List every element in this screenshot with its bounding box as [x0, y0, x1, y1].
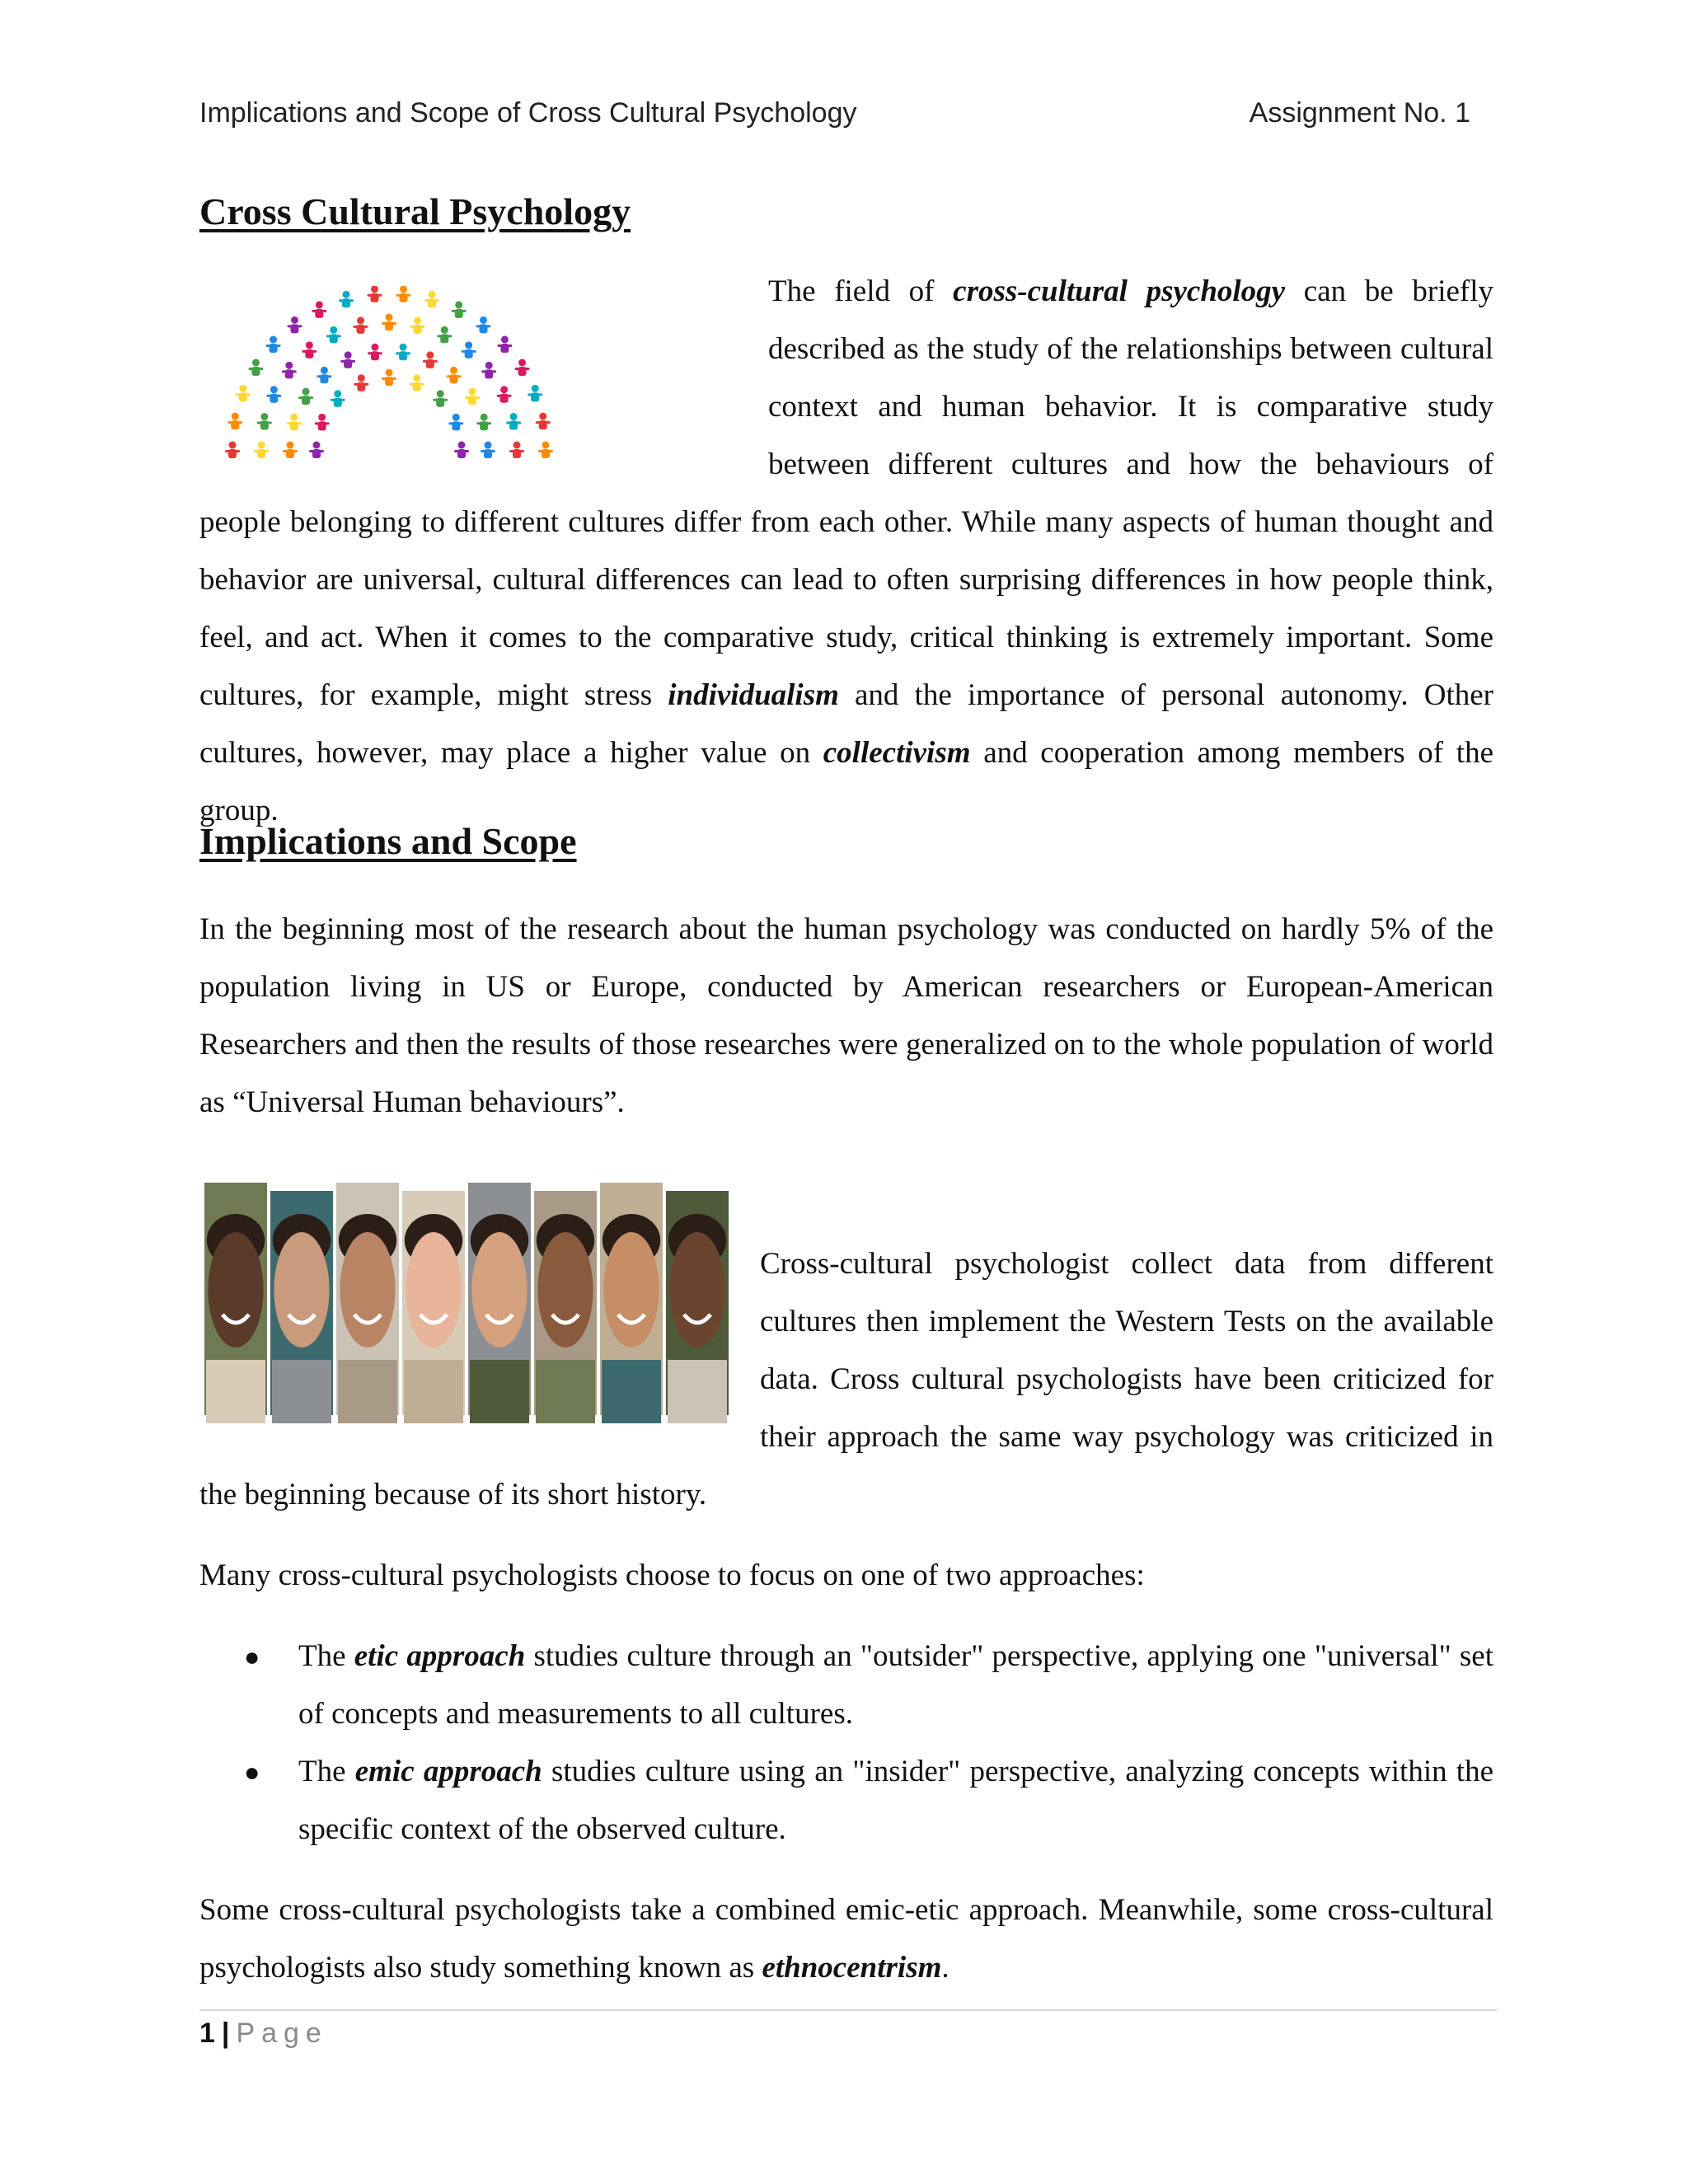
bullet-icon: ●: [244, 1642, 260, 1671]
person-figure-icon: [424, 291, 439, 308]
person-figure-icon: [309, 442, 324, 459]
person-figure-icon: [396, 344, 410, 361]
person-figure-icon: [340, 351, 355, 368]
page-label: Page: [236, 2018, 328, 2049]
person-figure-icon: [509, 442, 524, 459]
person-figure-icon: [227, 413, 242, 430]
face-portrait: [666, 1191, 729, 1423]
person-figure-icon: [476, 316, 491, 334]
person-figure-icon: [354, 316, 368, 334]
person-figure-icon: [410, 374, 424, 391]
person-figure-icon: [254, 442, 269, 459]
face-portrait: [204, 1183, 267, 1423]
section-cross-cultural: [199, 190, 1493, 840]
person-figure-icon: [382, 314, 396, 331]
person-figure-icon: [448, 414, 463, 431]
person-figure-icon: [437, 326, 452, 344]
people-rainbow-image: [216, 286, 562, 459]
person-figure-icon: [497, 386, 512, 403]
person-figure-icon: [528, 385, 542, 402]
person-figure-icon: [368, 344, 382, 361]
person-figure-icon: [452, 301, 467, 318]
term-emic-approach: emic approach: [354, 1755, 542, 1788]
person-figure-icon: [315, 414, 330, 431]
ethnocentrism-paragraph: Some cross-cultural psychologists take a combined emic-etic approach. Meanwhile, some cross-cultural psychologists also study something known as ethnocentrism.: [199, 1893, 1493, 1985]
person-figure-icon: [423, 351, 438, 368]
person-figure-icon: [515, 359, 530, 376]
term-individualism: individualism: [668, 678, 839, 712]
person-figure-icon: [382, 369, 396, 387]
person-figure-icon: [331, 390, 345, 407]
person-figure-icon: [266, 335, 281, 353]
face-portrait: [600, 1183, 663, 1423]
person-figure-icon: [396, 286, 411, 302]
face-portrait: [534, 1191, 597, 1423]
term-etic-approach: etic approach: [354, 1639, 526, 1673]
bullet-icon: ●: [244, 1757, 260, 1787]
person-figure-icon: [287, 316, 302, 334]
person-figure-icon: [538, 442, 553, 459]
person-figure-icon: [536, 413, 551, 430]
person-figure-icon: [326, 326, 341, 344]
person-figure-icon: [476, 414, 491, 431]
intro-paragraph: The field of cross-cultural psychology can be briefly described as the study of the relationships between cultural context and human behavior. It is comparative study between different cultures and how the behaviours of people belonging to different cultures differ from each other. While many aspects of human thought and behavior are universal, cultural differences can lead to often surprising differences in how people think, feel, and act. When it comes to the comparative study, critical thinking is extremely important. Some cultures, for example, might stress individualism and the importance of personal autonomy. Other cultures, however, may place a higher value on collectivism and cooperation among members of the group.: [199, 274, 1493, 827]
term-cross-cultural-psychology: cross-cultural psychology: [953, 274, 1286, 308]
page-header: [199, 97, 1470, 129]
list-item-etic: ● The etic approach studies culture through an "outsider" perspective, applying one "universal" set of concepts and measurements to all cultures.: [298, 1628, 1493, 1743]
person-figure-icon: [481, 442, 495, 459]
person-figure-icon: [257, 413, 272, 430]
person-figure-icon: [454, 442, 469, 459]
person-figure-icon: [410, 316, 424, 334]
person-figure-icon: [302, 341, 316, 359]
person-figure-icon: [282, 362, 297, 379]
approaches-intro-paragraph: Many cross-cultural psychologists choose to focus on one of two approaches:: [199, 1558, 1145, 1592]
person-figure-icon: [433, 390, 448, 407]
section-title-implications: Implications and Scope: [199, 820, 577, 862]
person-figure-icon: [312, 301, 326, 318]
footer-divider: [199, 2009, 1497, 2011]
face-portrait: [270, 1191, 333, 1423]
person-figure-icon: [447, 367, 462, 384]
header-assignment: Assignment No. 1: [1249, 97, 1470, 129]
term-collectivism: collectivism: [823, 736, 971, 770]
person-figure-icon: [367, 286, 382, 302]
person-figure-icon: [225, 442, 240, 459]
faces-collage-image: [203, 1183, 730, 1423]
list-item-emic: ● The emic approach studies culture using an "insider" perspective, analyzing concepts within the specific context of the observed culture.: [298, 1743, 1493, 1858]
term-ethnocentrism: ethnocentrism: [762, 1951, 942, 1985]
footer-separator: |: [221, 2018, 230, 2049]
face-portrait: [336, 1183, 399, 1423]
page-number: 1: [199, 2018, 215, 2049]
approaches-list: [199, 1628, 1493, 1858]
person-figure-icon: [462, 341, 476, 359]
person-figure-icon: [248, 359, 263, 376]
person-figure-icon: [506, 413, 521, 430]
person-figure-icon: [266, 386, 281, 403]
person-figure-icon: [339, 291, 354, 308]
person-figure-icon: [481, 362, 496, 379]
person-figure-icon: [298, 388, 313, 405]
data-collection-paragraph: Cross-cultural psychologist collect data from different cultures then implement the Western Tests on the available data. Cross cultural psychologists have been criticized for their approach the same way psychology was criticized in the beginning because of its short history.: [199, 1247, 1493, 1511]
person-figure-icon: [354, 374, 368, 391]
face-portrait: [468, 1183, 531, 1423]
header-title: Implications and Scope of Cross Cultural Psychology: [199, 97, 857, 129]
person-figure-icon: [497, 335, 512, 353]
research-history-paragraph: In the beginning most of the research about the human psychology was conducted on hardly 5% of the population living in US or Europe, conducted by American researchers or European-American Researchers and then the results of those researches were generalized on to the whole population of world as “Universal Human behaviours”.: [199, 912, 1493, 1119]
section-title-cross-cultural: Cross Cultural Psychology: [199, 190, 631, 232]
person-figure-icon: [465, 388, 480, 405]
person-figure-icon: [283, 442, 298, 459]
person-figure-icon: [236, 385, 251, 402]
person-figure-icon: [287, 414, 302, 431]
person-figure-icon: [316, 367, 331, 384]
section-implications: [199, 819, 1493, 1997]
face-portrait: [402, 1191, 465, 1423]
page-footer: [199, 2018, 328, 2050]
